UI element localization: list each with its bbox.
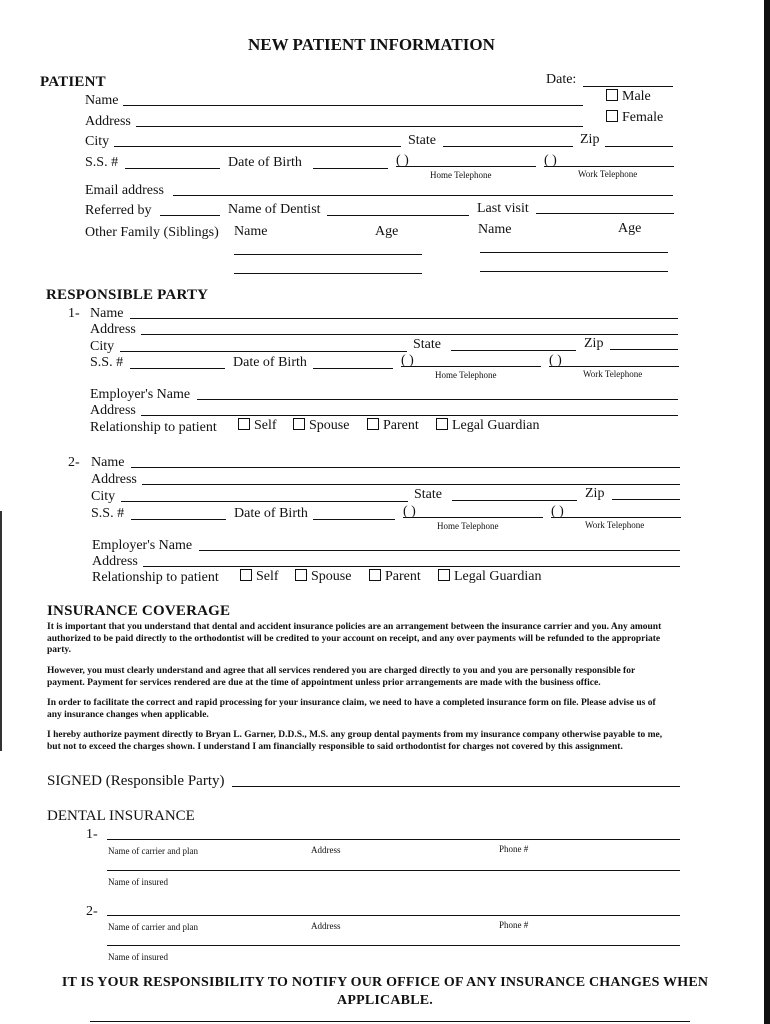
- patient-email-label: Email address: [85, 183, 164, 198]
- insurance-paragraph-4: I hereby authorize payment directly to Bryan L. Garner, D.D.S., M.S. any group dental payments from my insurance company otherwise payable to me, but not to exceed the charges shown. I understand I am financially responsible to said orthodontist for charges not covered by this assignment.: [47, 730, 663, 752]
- party2-ss-label: S.S. #: [91, 506, 125, 521]
- checkbox-icon: [240, 569, 252, 581]
- party2-home-tel-label: Home Telephone: [437, 521, 499, 531]
- signature-field[interactable]: [232, 786, 680, 787]
- party1-ss-label: S.S. #: [90, 355, 124, 370]
- party1-spouse-checkbox[interactable]: [293, 418, 349, 434]
- party1-name-label: Name: [90, 306, 124, 321]
- party2-work-tel-paren: ( ): [551, 504, 564, 519]
- spouse-label: Spouse: [309, 418, 350, 433]
- checkbox-icon: [238, 418, 250, 430]
- patient-ss-label: S.S. #: [85, 155, 119, 170]
- dental1-number: 1-: [86, 827, 98, 842]
- checkbox-icon: [436, 418, 448, 430]
- party2-city-field[interactable]: [121, 501, 408, 502]
- dental1-carrier-field[interactable]: [107, 839, 680, 840]
- male-label: Male: [622, 89, 651, 104]
- dental2-insured-label: Name of insured: [108, 952, 168, 962]
- last-visit-field[interactable]: [536, 213, 674, 214]
- guardian-label: Legal Guardian: [454, 569, 542, 584]
- patient-zip-label: Zip: [580, 132, 600, 147]
- female-checkbox[interactable]: [606, 110, 663, 126]
- spouse-label: Spouse: [311, 569, 352, 584]
- dentist-label: Name of Dentist: [228, 202, 321, 217]
- patient-state-label: State: [408, 133, 436, 148]
- checkbox-icon: [295, 569, 307, 581]
- guardian-label: Legal Guardian: [452, 418, 540, 433]
- party1-state-label: State: [413, 337, 441, 352]
- checkbox-icon: [438, 569, 450, 581]
- patient-name-label: Name: [85, 93, 119, 108]
- party1-city-field[interactable]: [120, 351, 407, 352]
- party1-home-tel-paren: ( ): [401, 353, 414, 368]
- party1-city-label: City: [90, 339, 115, 354]
- form-title: NEW PATIENT INFORMATION: [248, 35, 495, 54]
- sibling-field-1[interactable]: [234, 254, 422, 255]
- sibling-age-label-2: Age: [618, 221, 642, 236]
- referred-field[interactable]: [160, 215, 220, 216]
- party1-number: 1-: [68, 306, 80, 321]
- party1-parent-checkbox[interactable]: [367, 418, 419, 434]
- party2-address-label: Address: [91, 472, 137, 487]
- last-visit-label: Last visit: [477, 201, 529, 216]
- patient-zip-field[interactable]: [605, 146, 673, 147]
- dental2-carrier-label: Name of carrier and plan: [108, 922, 198, 932]
- parent-label: Parent: [383, 418, 419, 433]
- patient-work-tel-field[interactable]: [544, 166, 674, 167]
- dental2-address-label: Address: [311, 921, 341, 931]
- party1-work-tel-label: Work Telephone: [583, 369, 643, 379]
- party2-work-tel-label: Work Telephone: [585, 520, 645, 530]
- party2-spouse-checkbox[interactable]: [295, 569, 351, 585]
- sibling-field-3[interactable]: [480, 252, 668, 253]
- party2-address-field[interactable]: [142, 484, 680, 485]
- patient-ss-field[interactable]: [125, 168, 220, 169]
- patient-address-field[interactable]: [136, 126, 583, 127]
- patient-city-field[interactable]: [114, 146, 401, 147]
- party1-address-field[interactable]: [141, 334, 678, 335]
- checkbox-icon: [293, 418, 305, 430]
- patient-heading: PATIENT: [40, 74, 106, 90]
- insurance-paragraph-2: However, you must clearly understand and agree that all services rendered you are charged directly to you and you are personally responsible for payment. Payment for services rendered are due at the time of appointment unless prior arrangements are made with the business office.: [47, 666, 636, 688]
- patient-home-tel-field[interactable]: [396, 166, 536, 167]
- party2-dob-field[interactable]: [313, 519, 395, 520]
- party2-work-tel-field[interactable]: [551, 517, 681, 518]
- parent-label: Parent: [385, 569, 421, 584]
- patient-dob-label: Date of Birth: [228, 155, 302, 170]
- referred-label: Referred by: [85, 203, 152, 218]
- party1-work-tel-paren: ( ): [549, 353, 562, 368]
- patient-work-tel-paren: ( ): [544, 153, 557, 168]
- party2-ss-field[interactable]: [131, 519, 226, 520]
- party1-emp-address-field[interactable]: [141, 415, 678, 416]
- dental2-phone-label: Phone #: [499, 920, 529, 930]
- patient-work-tel-label: Work Telephone: [578, 169, 638, 179]
- party2-home-tel-field[interactable]: [403, 517, 543, 518]
- party2-dob-label: Date of Birth: [234, 506, 308, 521]
- siblings-label: Other Family (Siblings): [85, 225, 219, 240]
- party2-home-tel-paren: ( ): [403, 504, 416, 519]
- insurance-paragraph-3: In order to facilitate the correct and rapid processing for your insurance claim, we need to have a completed insurance form on file. Please advise us of any insurance changes when applicable.: [47, 698, 656, 720]
- dental-heading: DENTAL INSURANCE: [47, 808, 195, 824]
- party2-self-checkbox[interactable]: [240, 569, 279, 585]
- sibling-name-label-1: Name: [234, 224, 268, 239]
- sibling-field-2[interactable]: [234, 273, 422, 274]
- party2-zip-label: Zip: [585, 486, 605, 501]
- party2-state-field[interactable]: [452, 500, 577, 501]
- patient-home-tel-label: Home Telephone: [430, 170, 492, 180]
- party2-zip-field[interactable]: [612, 499, 680, 500]
- party1-dob-field[interactable]: [313, 368, 393, 369]
- party2-relationship-label: Relationship to patient: [92, 570, 219, 585]
- party1-ss-field[interactable]: [130, 368, 225, 369]
- party1-address-label: Address: [90, 322, 136, 337]
- party1-guardian-checkbox[interactable]: [436, 418, 539, 434]
- party2-name-label: Name: [91, 455, 125, 470]
- dental2-carrier-field[interactable]: [107, 915, 680, 916]
- party1-zip-label: Zip: [584, 336, 604, 351]
- sibling-name-label-2: Name: [478, 222, 512, 237]
- party1-work-tel-field[interactable]: [549, 366, 679, 367]
- checkbox-icon: [606, 110, 618, 122]
- party2-city-label: City: [91, 489, 116, 504]
- dental1-phone-label: Phone #: [499, 844, 529, 854]
- party1-self-checkbox[interactable]: [238, 418, 277, 434]
- sibling-age-label-1: Age: [375, 224, 399, 239]
- dental1-insured-label: Name of insured: [108, 877, 168, 887]
- checkbox-icon: [606, 89, 618, 101]
- party1-zip-field[interactable]: [610, 349, 678, 350]
- checkbox-icon: [369, 569, 381, 581]
- dental1-insured-field[interactable]: [107, 870, 680, 871]
- party2-emp-address-label: Address: [92, 554, 138, 569]
- dental2-insured-field[interactable]: [107, 945, 680, 946]
- party2-emp-address-field[interactable]: [143, 566, 680, 567]
- dental1-address-label: Address: [311, 845, 341, 855]
- party1-state-field[interactable]: [451, 350, 576, 351]
- party2-employer-label: Employer's Name: [92, 538, 193, 553]
- party1-employer-label: Employer's Name: [90, 387, 191, 402]
- patient-address-label: Address: [85, 114, 131, 129]
- party1-emp-address-label: Address: [90, 403, 136, 418]
- patient-name-field[interactable]: [123, 105, 583, 106]
- scan-border-left: [0, 511, 2, 751]
- party2-guardian-checkbox[interactable]: [438, 569, 541, 585]
- party1-home-tel-label: Home Telephone: [435, 370, 497, 380]
- dentist-field[interactable]: [327, 215, 469, 216]
- party2-number: 2-: [68, 455, 80, 470]
- responsible-heading: RESPONSIBLE PARTY: [46, 287, 209, 303]
- date-label: Date:: [546, 72, 577, 87]
- patient-city-label: City: [85, 134, 110, 149]
- dental1-carrier-label: Name of carrier and plan: [108, 846, 198, 856]
- party2-parent-checkbox[interactable]: [369, 569, 421, 585]
- insurance-heading: INSURANCE COVERAGE: [47, 603, 231, 619]
- party1-employer-field[interactable]: [197, 399, 678, 400]
- insurance-paragraph-1: It is important that you understand that dental and accident insurance policies are an arrangement between the insurance carrier and you. Any amount authorized to be paid directly to the orthodontist will be credited to your account on receipt, and any over payments will be refunded to the appropriate party.: [47, 622, 662, 655]
- patient-email-field[interactable]: [173, 195, 673, 196]
- date-field[interactable]: [583, 86, 673, 87]
- party1-home-tel-field[interactable]: [401, 366, 541, 367]
- footer-line-2: APPLICABLE.: [337, 993, 433, 1008]
- female-label: Female: [622, 110, 664, 125]
- male-checkbox[interactable]: [606, 89, 651, 105]
- checkbox-icon: [367, 418, 379, 430]
- footer-line-1: IT IS YOUR RESPONSIBILITY TO NOTIFY OUR OFFICE OF ANY INSURANCE CHANGES WHEN: [61, 975, 709, 990]
- patient-dob-field[interactable]: [313, 168, 388, 169]
- party2-name-field[interactable]: [131, 467, 680, 468]
- bottom-rule: [90, 1021, 690, 1022]
- party1-relationship-label: Relationship to patient: [90, 420, 217, 435]
- signed-label: SIGNED (Responsible Party): [47, 773, 225, 789]
- patient-home-tel-paren: ( ): [396, 153, 409, 168]
- party1-name-field[interactable]: [130, 318, 678, 319]
- self-label: Self: [254, 418, 277, 433]
- self-label: Self: [256, 569, 279, 584]
- party2-state-label: State: [414, 487, 442, 502]
- party1-dob-label: Date of Birth: [233, 355, 307, 370]
- scan-border-right: [764, 0, 770, 1024]
- patient-state-field[interactable]: [443, 146, 573, 147]
- dental2-number: 2-: [86, 904, 98, 919]
- sibling-field-4[interactable]: [480, 271, 668, 272]
- party2-employer-field[interactable]: [199, 550, 680, 551]
